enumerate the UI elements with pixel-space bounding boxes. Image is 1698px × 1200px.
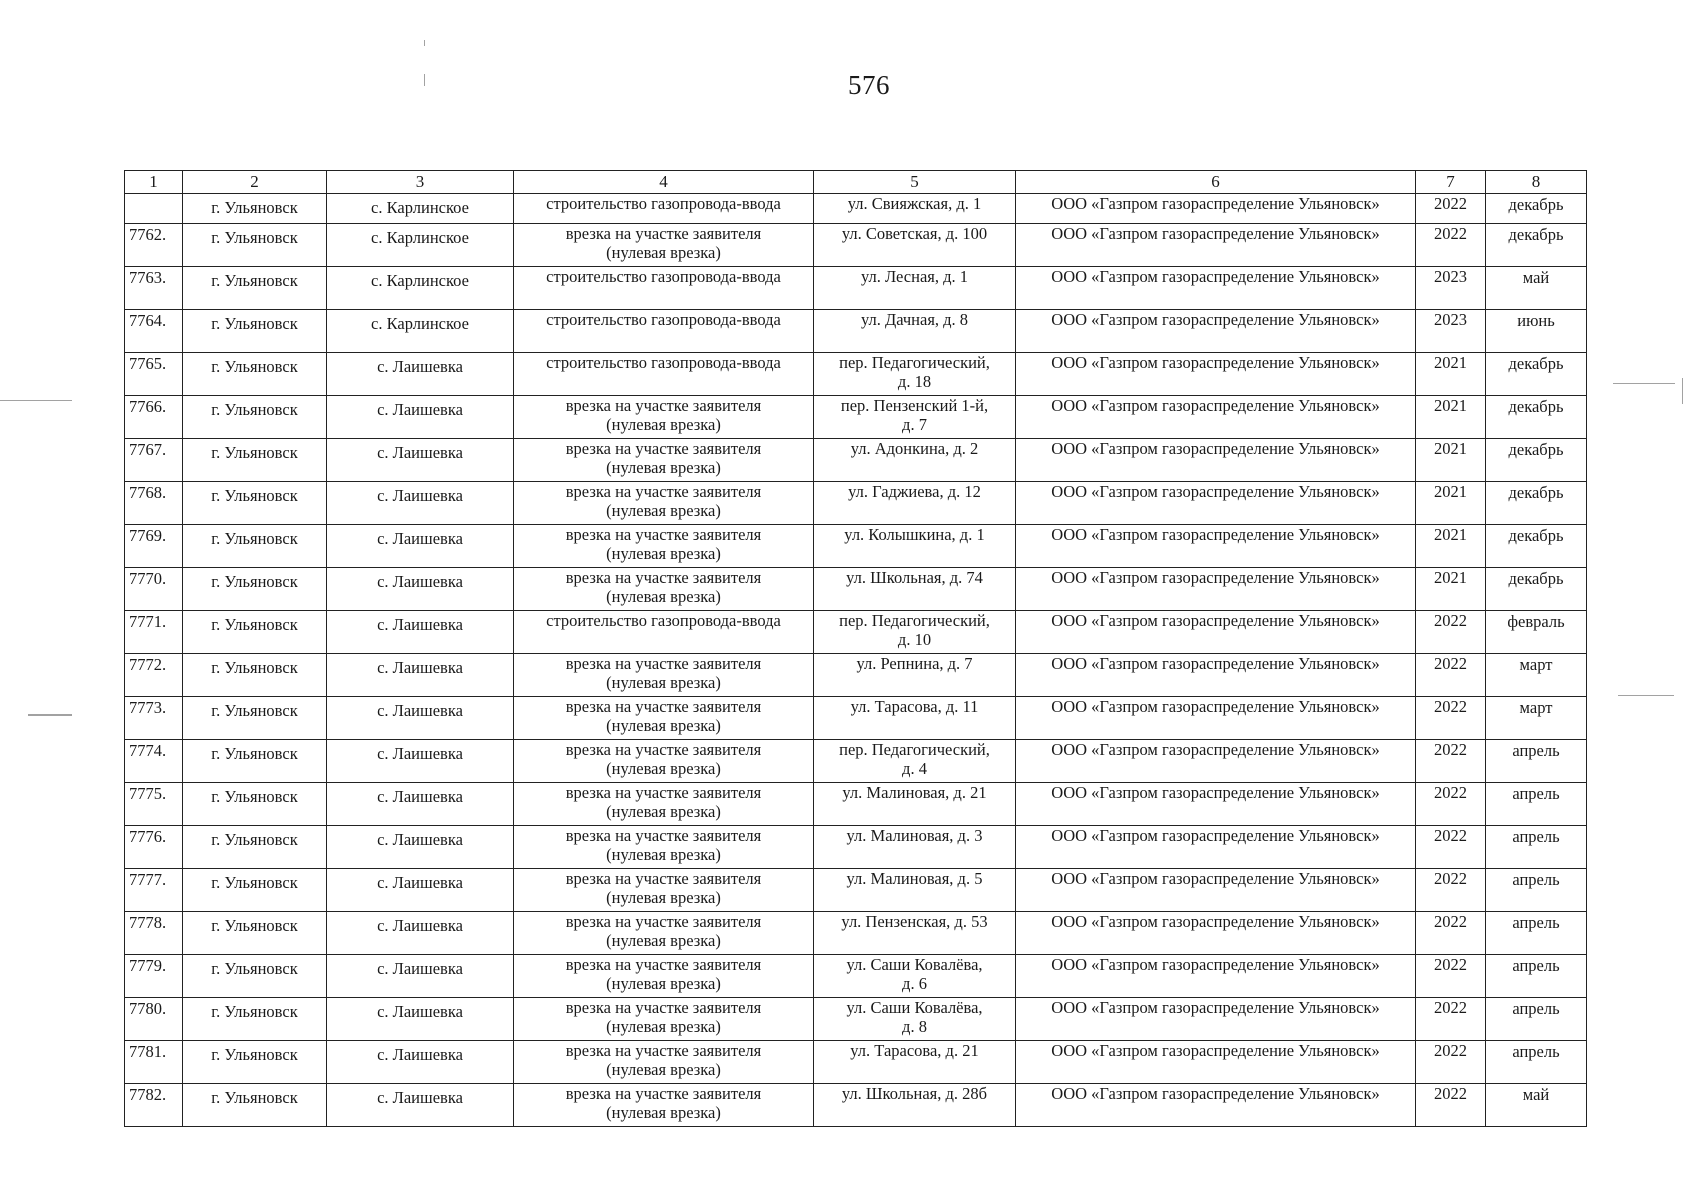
column-header: 6: [1016, 171, 1416, 194]
work-type-line: врезка на участке заявителя: [565, 955, 762, 974]
address-cell: [814, 267, 1016, 310]
address-cell: [814, 353, 1016, 396]
work-type-line: (нулевая врезка): [606, 673, 721, 692]
table-row: [125, 697, 1587, 740]
row-number-cell: 7774.: [125, 740, 183, 783]
month-cell: декабрь: [1486, 482, 1587, 525]
year-cell: 2021: [1416, 568, 1486, 611]
year-cell: 2021: [1416, 525, 1486, 568]
month-cell: апрель: [1486, 826, 1587, 869]
settlement-cell: с. Карлинское: [327, 310, 514, 353]
work-type-line: врезка на участке заявителя: [565, 826, 762, 845]
work-type-cell: [514, 194, 814, 224]
column-header: 8: [1486, 171, 1587, 194]
work-type-line: (нулевая врезка): [606, 458, 721, 477]
organization-cell: ООО «Газпром газораспределение Ульяновск»: [1016, 998, 1416, 1041]
scan-artifact: [1682, 378, 1683, 404]
city-cell: г. Ульяновск: [183, 998, 327, 1041]
organization-cell: ООО «Газпром газораспределение Ульяновск»: [1016, 267, 1416, 310]
settlement-cell: с. Лаишевка: [327, 955, 514, 998]
table-row: [125, 353, 1587, 396]
work-type-line: строительство газопровода-ввода: [546, 353, 781, 372]
address-line: ул. Тарасова, д. 21: [850, 1041, 979, 1060]
work-type-line: (нулевая врезка): [606, 931, 721, 950]
work-type-line: (нулевая врезка): [606, 1103, 721, 1122]
organization-cell: ООО «Газпром газораспределение Ульяновск»: [1016, 482, 1416, 525]
organization-cell: ООО «Газпром газораспределение Ульяновск»: [1016, 194, 1416, 224]
organization-cell: ООО «Газпром газораспределение Ульяновск»: [1016, 869, 1416, 912]
year-cell: 2021: [1416, 439, 1486, 482]
work-type-cell: [514, 267, 814, 310]
settlement-cell: с. Лаишевка: [327, 998, 514, 1041]
work-type-cell: [514, 912, 814, 955]
year-cell: 2022: [1416, 1084, 1486, 1127]
address-cell: [814, 1084, 1016, 1127]
month-cell: апрель: [1486, 998, 1587, 1041]
table-row: [125, 224, 1587, 267]
city-cell: г. Ульяновск: [183, 482, 327, 525]
work-type-line: (нулевая врезка): [606, 888, 721, 907]
work-type-cell: [514, 955, 814, 998]
city-cell: г. Ульяновск: [183, 912, 327, 955]
scan-artifact: [424, 40, 425, 46]
address-line: ул. Малиновая, д. 3: [846, 826, 983, 845]
city-cell: г. Ульяновск: [183, 1084, 327, 1127]
year-cell: 2022: [1416, 826, 1486, 869]
settlement-cell: с. Карлинское: [327, 194, 514, 224]
settlement-cell: с. Лаишевка: [327, 568, 514, 611]
year-cell: 2022: [1416, 869, 1486, 912]
column-header: 7: [1416, 171, 1486, 194]
year-cell: 2022: [1416, 740, 1486, 783]
settlement-cell: с. Лаишевка: [327, 482, 514, 525]
year-cell: 2021: [1416, 353, 1486, 396]
address-line: пер. Педагогический,: [839, 740, 990, 759]
month-cell: апрель: [1486, 955, 1587, 998]
year-cell: 2023: [1416, 310, 1486, 353]
table-header-row: [125, 171, 1587, 194]
gas-connection-table: [124, 170, 1587, 1127]
year-cell: 2022: [1416, 611, 1486, 654]
work-type-line: строительство газопровода-ввода: [546, 611, 781, 630]
scan-artifact: [28, 714, 72, 716]
city-cell: г. Ульяновск: [183, 826, 327, 869]
month-cell: апрель: [1486, 1041, 1587, 1084]
scan-artifact: [1613, 383, 1675, 384]
settlement-cell: с. Лаишевка: [327, 439, 514, 482]
address-line: ул. Школьная, д. 28б: [841, 1084, 988, 1103]
year-cell: 2022: [1416, 194, 1486, 224]
gas-connection-table-container: [124, 170, 1586, 1127]
address-cell: [814, 482, 1016, 525]
address-cell: [814, 310, 1016, 353]
work-type-line: (нулевая врезка): [606, 1017, 721, 1036]
organization-cell: ООО «Газпром газораспределение Ульяновск»: [1016, 439, 1416, 482]
city-cell: г. Ульяновск: [183, 783, 327, 826]
address-line: пер. Педагогический,: [839, 353, 990, 372]
address-cell: [814, 912, 1016, 955]
address-line: д. 8: [902, 1017, 927, 1036]
work-type-cell: [514, 525, 814, 568]
table-row: [125, 654, 1587, 697]
month-cell: декабрь: [1486, 525, 1587, 568]
address-cell: [814, 955, 1016, 998]
year-cell: 2021: [1416, 396, 1486, 439]
settlement-cell: с. Лаишевка: [327, 1041, 514, 1084]
table-row: [125, 568, 1587, 611]
table-body: [125, 194, 1587, 1127]
city-cell: г. Ульяновск: [183, 611, 327, 654]
row-number-cell: 7770.: [125, 568, 183, 611]
work-type-line: врезка на участке заявителя: [565, 998, 762, 1017]
address-line: ул. Репнина, д. 7: [856, 654, 973, 673]
page-number: 576: [848, 70, 890, 100]
settlement-cell: с. Лаишевка: [327, 525, 514, 568]
address-line: ул. Гаджиева, д. 12: [848, 482, 981, 501]
month-cell: февраль: [1486, 611, 1587, 654]
work-type-line: (нулевая врезка): [606, 243, 721, 262]
city-cell: г. Ульяновск: [183, 353, 327, 396]
address-line: ул. Пензенская, д. 53: [841, 912, 988, 931]
settlement-cell: с. Лаишевка: [327, 353, 514, 396]
address-line: ул. Малиновая, д. 5: [846, 869, 983, 888]
address-line: ул. Колышкина, д. 1: [844, 525, 985, 544]
table-row: [125, 1041, 1587, 1084]
work-type-line: строительство газопровода-ввода: [546, 267, 781, 286]
table-row: [125, 194, 1587, 224]
column-header: 1: [125, 171, 183, 194]
city-cell: г. Ульяновск: [183, 568, 327, 611]
row-number-cell: [125, 194, 183, 224]
year-cell: 2022: [1416, 697, 1486, 740]
work-type-cell: [514, 740, 814, 783]
year-cell: 2022: [1416, 1041, 1486, 1084]
work-type-line: (нулевая врезка): [606, 544, 721, 563]
work-type-line: (нулевая врезка): [606, 974, 721, 993]
address-line: ул. Адонкина, д. 2: [850, 439, 979, 458]
organization-cell: ООО «Газпром газораспределение Ульяновск»: [1016, 353, 1416, 396]
settlement-cell: с. Лаишевка: [327, 654, 514, 697]
address-line: ул. Саши Ковалёва,: [846, 955, 983, 974]
address-line: пер. Педагогический,: [839, 611, 990, 630]
work-type-cell: [514, 439, 814, 482]
column-header: 2: [183, 171, 327, 194]
work-type-line: врезка на участке заявителя: [565, 568, 762, 587]
table-row: [125, 740, 1587, 783]
city-cell: г. Ульяновск: [183, 194, 327, 224]
address-line: пер. Пензенский 1-й,: [840, 396, 989, 415]
city-cell: г. Ульяновск: [183, 439, 327, 482]
organization-cell: ООО «Газпром газораспределение Ульяновск»: [1016, 783, 1416, 826]
row-number-cell: 7763.: [125, 267, 183, 310]
year-cell: 2022: [1416, 654, 1486, 697]
settlement-cell: с. Лаишевка: [327, 912, 514, 955]
row-number-cell: 7762.: [125, 224, 183, 267]
work-type-line: (нулевая врезка): [606, 716, 721, 735]
address-line: ул. Школьная, д. 74: [846, 568, 983, 587]
address-cell: [814, 826, 1016, 869]
month-cell: декабрь: [1486, 353, 1587, 396]
row-number-cell: 7777.: [125, 869, 183, 912]
row-number-cell: 7778.: [125, 912, 183, 955]
address-line: д. 4: [902, 759, 927, 778]
month-cell: декабрь: [1486, 396, 1587, 439]
city-cell: г. Ульяновск: [183, 697, 327, 740]
table-row: [125, 482, 1587, 525]
address-line: ул. Малиновая, д. 21: [842, 783, 987, 802]
address-cell: [814, 194, 1016, 224]
settlement-cell: с. Лаишевка: [327, 783, 514, 826]
row-number-cell: 7766.: [125, 396, 183, 439]
column-header: 3: [327, 171, 514, 194]
address-line: ул. Лесная, д. 1: [860, 267, 969, 286]
organization-cell: ООО «Газпром газораспределение Ульяновск»: [1016, 1041, 1416, 1084]
address-line: д. 6: [902, 974, 927, 993]
work-type-line: врезка на участке заявителя: [565, 654, 762, 673]
address-cell: [814, 525, 1016, 568]
work-type-cell: [514, 998, 814, 1041]
work-type-cell: [514, 224, 814, 267]
organization-cell: ООО «Газпром газораспределение Ульяновск»: [1016, 396, 1416, 439]
row-number-cell: 7781.: [125, 1041, 183, 1084]
city-cell: г. Ульяновск: [183, 740, 327, 783]
address-line: ул. Тарасова, д. 11: [850, 697, 979, 716]
work-type-line: врезка на участке заявителя: [565, 912, 762, 931]
table-row: [125, 396, 1587, 439]
month-cell: апрель: [1486, 869, 1587, 912]
address-line: ул. Свияжская, д. 1: [847, 194, 982, 213]
table-row: [125, 869, 1587, 912]
work-type-line: врезка на участке заявителя: [565, 525, 762, 544]
work-type-line: врезка на участке заявителя: [565, 396, 762, 415]
settlement-cell: с. Лаишевка: [327, 396, 514, 439]
settlement-cell: с. Лаишевка: [327, 611, 514, 654]
row-number-cell: 7776.: [125, 826, 183, 869]
row-number-cell: 7775.: [125, 783, 183, 826]
row-number-cell: 7780.: [125, 998, 183, 1041]
address-line: ул. Советская, д. 100: [841, 224, 988, 243]
address-cell: [814, 1041, 1016, 1084]
work-type-line: врезка на участке заявителя: [565, 697, 762, 716]
address-cell: [814, 740, 1016, 783]
year-cell: 2022: [1416, 998, 1486, 1041]
organization-cell: ООО «Газпром газораспределение Ульяновск»: [1016, 912, 1416, 955]
settlement-cell: с. Лаишевка: [327, 740, 514, 783]
row-number-cell: 7782.: [125, 1084, 183, 1127]
organization-cell: ООО «Газпром газораспределение Ульяновск»: [1016, 826, 1416, 869]
month-cell: март: [1486, 654, 1587, 697]
settlement-cell: с. Лаишевка: [327, 869, 514, 912]
month-cell: декабрь: [1486, 194, 1587, 224]
address-cell: [814, 783, 1016, 826]
row-number-cell: 7765.: [125, 353, 183, 396]
table-row: [125, 267, 1587, 310]
month-cell: май: [1486, 267, 1587, 310]
work-type-cell: [514, 697, 814, 740]
settlement-cell: с. Карлинское: [327, 224, 514, 267]
table-row: [125, 955, 1587, 998]
month-cell: апрель: [1486, 912, 1587, 955]
work-type-line: (нулевая врезка): [606, 759, 721, 778]
work-type-line: врезка на участке заявителя: [565, 439, 762, 458]
scan-artifact: [1618, 695, 1674, 696]
city-cell: г. Ульяновск: [183, 525, 327, 568]
work-type-cell: [514, 654, 814, 697]
month-cell: декабрь: [1486, 439, 1587, 482]
work-type-line: строительство газопровода-ввода: [546, 310, 781, 329]
work-type-line: (нулевая врезка): [606, 1060, 721, 1079]
city-cell: г. Ульяновск: [183, 267, 327, 310]
scan-artifact: [0, 400, 72, 401]
year-cell: 2022: [1416, 224, 1486, 267]
settlement-cell: с. Лаишевка: [327, 826, 514, 869]
year-cell: 2021: [1416, 482, 1486, 525]
row-number-cell: 7771.: [125, 611, 183, 654]
organization-cell: ООО «Газпром газораспределение Ульяновск»: [1016, 697, 1416, 740]
work-type-cell: [514, 1084, 814, 1127]
month-cell: декабрь: [1486, 224, 1587, 267]
work-type-line: врезка на участке заявителя: [565, 482, 762, 501]
work-type-line: врезка на участке заявителя: [565, 740, 762, 759]
city-cell: г. Ульяновск: [183, 310, 327, 353]
work-type-cell: [514, 826, 814, 869]
work-type-cell: [514, 396, 814, 439]
table-row: [125, 439, 1587, 482]
settlement-cell: с. Карлинское: [327, 267, 514, 310]
organization-cell: ООО «Газпром газораспределение Ульяновск»: [1016, 525, 1416, 568]
row-number-cell: 7769.: [125, 525, 183, 568]
organization-cell: ООО «Газпром газораспределение Ульяновск»: [1016, 654, 1416, 697]
work-type-line: врезка на участке заявителя: [565, 1084, 762, 1103]
organization-cell: ООО «Газпром газораспределение Ульяновск»: [1016, 568, 1416, 611]
organization-cell: ООО «Газпром газораспределение Ульяновск»: [1016, 310, 1416, 353]
scan-artifact: [424, 74, 425, 86]
organization-cell: ООО «Газпром газораспределение Ульяновск»: [1016, 740, 1416, 783]
table-row: [125, 1084, 1587, 1127]
row-number-cell: 7767.: [125, 439, 183, 482]
row-number-cell: 7772.: [125, 654, 183, 697]
work-type-line: врезка на участке заявителя: [565, 1041, 762, 1060]
address-line: ул. Саши Ковалёва,: [846, 998, 983, 1017]
work-type-line: (нулевая врезка): [606, 501, 721, 520]
year-cell: 2023: [1416, 267, 1486, 310]
work-type-line: (нулевая врезка): [606, 587, 721, 606]
month-cell: май: [1486, 1084, 1587, 1127]
organization-cell: ООО «Газпром газораспределение Ульяновск»: [1016, 955, 1416, 998]
work-type-line: (нулевая врезка): [606, 415, 721, 434]
year-cell: 2022: [1416, 955, 1486, 998]
work-type-cell: [514, 353, 814, 396]
city-cell: г. Ульяновск: [183, 955, 327, 998]
work-type-cell: [514, 568, 814, 611]
work-type-line: (нулевая врезка): [606, 845, 721, 864]
address-cell: [814, 396, 1016, 439]
work-type-line: (нулевая врезка): [606, 802, 721, 821]
organization-cell: ООО «Газпром газораспределение Ульяновск»: [1016, 224, 1416, 267]
work-type-cell: [514, 310, 814, 353]
address-cell: [814, 568, 1016, 611]
address-cell: [814, 697, 1016, 740]
settlement-cell: с. Лаишевка: [327, 1084, 514, 1127]
address-line: ул. Дачная, д. 8: [860, 310, 969, 329]
year-cell: 2022: [1416, 912, 1486, 955]
month-cell: апрель: [1486, 783, 1587, 826]
city-cell: г. Ульяновск: [183, 1041, 327, 1084]
address-cell: [814, 654, 1016, 697]
month-cell: декабрь: [1486, 568, 1587, 611]
row-number-cell: 7764.: [125, 310, 183, 353]
row-number-cell: 7773.: [125, 697, 183, 740]
month-cell: июнь: [1486, 310, 1587, 353]
organization-cell: ООО «Газпром газораспределение Ульяновск»: [1016, 1084, 1416, 1127]
work-type-cell: [514, 1041, 814, 1084]
city-cell: г. Ульяновск: [183, 396, 327, 439]
work-type-cell: [514, 611, 814, 654]
month-cell: апрель: [1486, 740, 1587, 783]
work-type-cell: [514, 869, 814, 912]
work-type-cell: [514, 482, 814, 525]
work-type-line: врезка на участке заявителя: [565, 869, 762, 888]
year-cell: 2022: [1416, 783, 1486, 826]
settlement-cell: с. Лаишевка: [327, 697, 514, 740]
month-cell: март: [1486, 697, 1587, 740]
column-header: 5: [814, 171, 1016, 194]
table-row: [125, 611, 1587, 654]
table-row: [125, 912, 1587, 955]
city-cell: г. Ульяновск: [183, 224, 327, 267]
table-row: [125, 783, 1587, 826]
row-number-cell: 7779.: [125, 955, 183, 998]
address-cell: [814, 998, 1016, 1041]
address-line: д. 18: [897, 372, 932, 391]
address-line: д. 7: [902, 415, 927, 434]
address-cell: [814, 869, 1016, 912]
table-row: [125, 826, 1587, 869]
table-row: [125, 998, 1587, 1041]
work-type-line: строительство газопровода-ввода: [546, 194, 781, 213]
work-type-line: врезка на участке заявителя: [565, 224, 762, 243]
address-line: д. 10: [897, 630, 932, 649]
column-header: 4: [514, 171, 814, 194]
organization-cell: ООО «Газпром газораспределение Ульяновск»: [1016, 611, 1416, 654]
table-row: [125, 525, 1587, 568]
address-cell: [814, 224, 1016, 267]
city-cell: г. Ульяновск: [183, 869, 327, 912]
table-row: [125, 310, 1587, 353]
work-type-cell: [514, 783, 814, 826]
row-number-cell: 7768.: [125, 482, 183, 525]
city-cell: г. Ульяновск: [183, 654, 327, 697]
address-cell: [814, 439, 1016, 482]
work-type-line: врезка на участке заявителя: [565, 783, 762, 802]
address-cell: [814, 611, 1016, 654]
